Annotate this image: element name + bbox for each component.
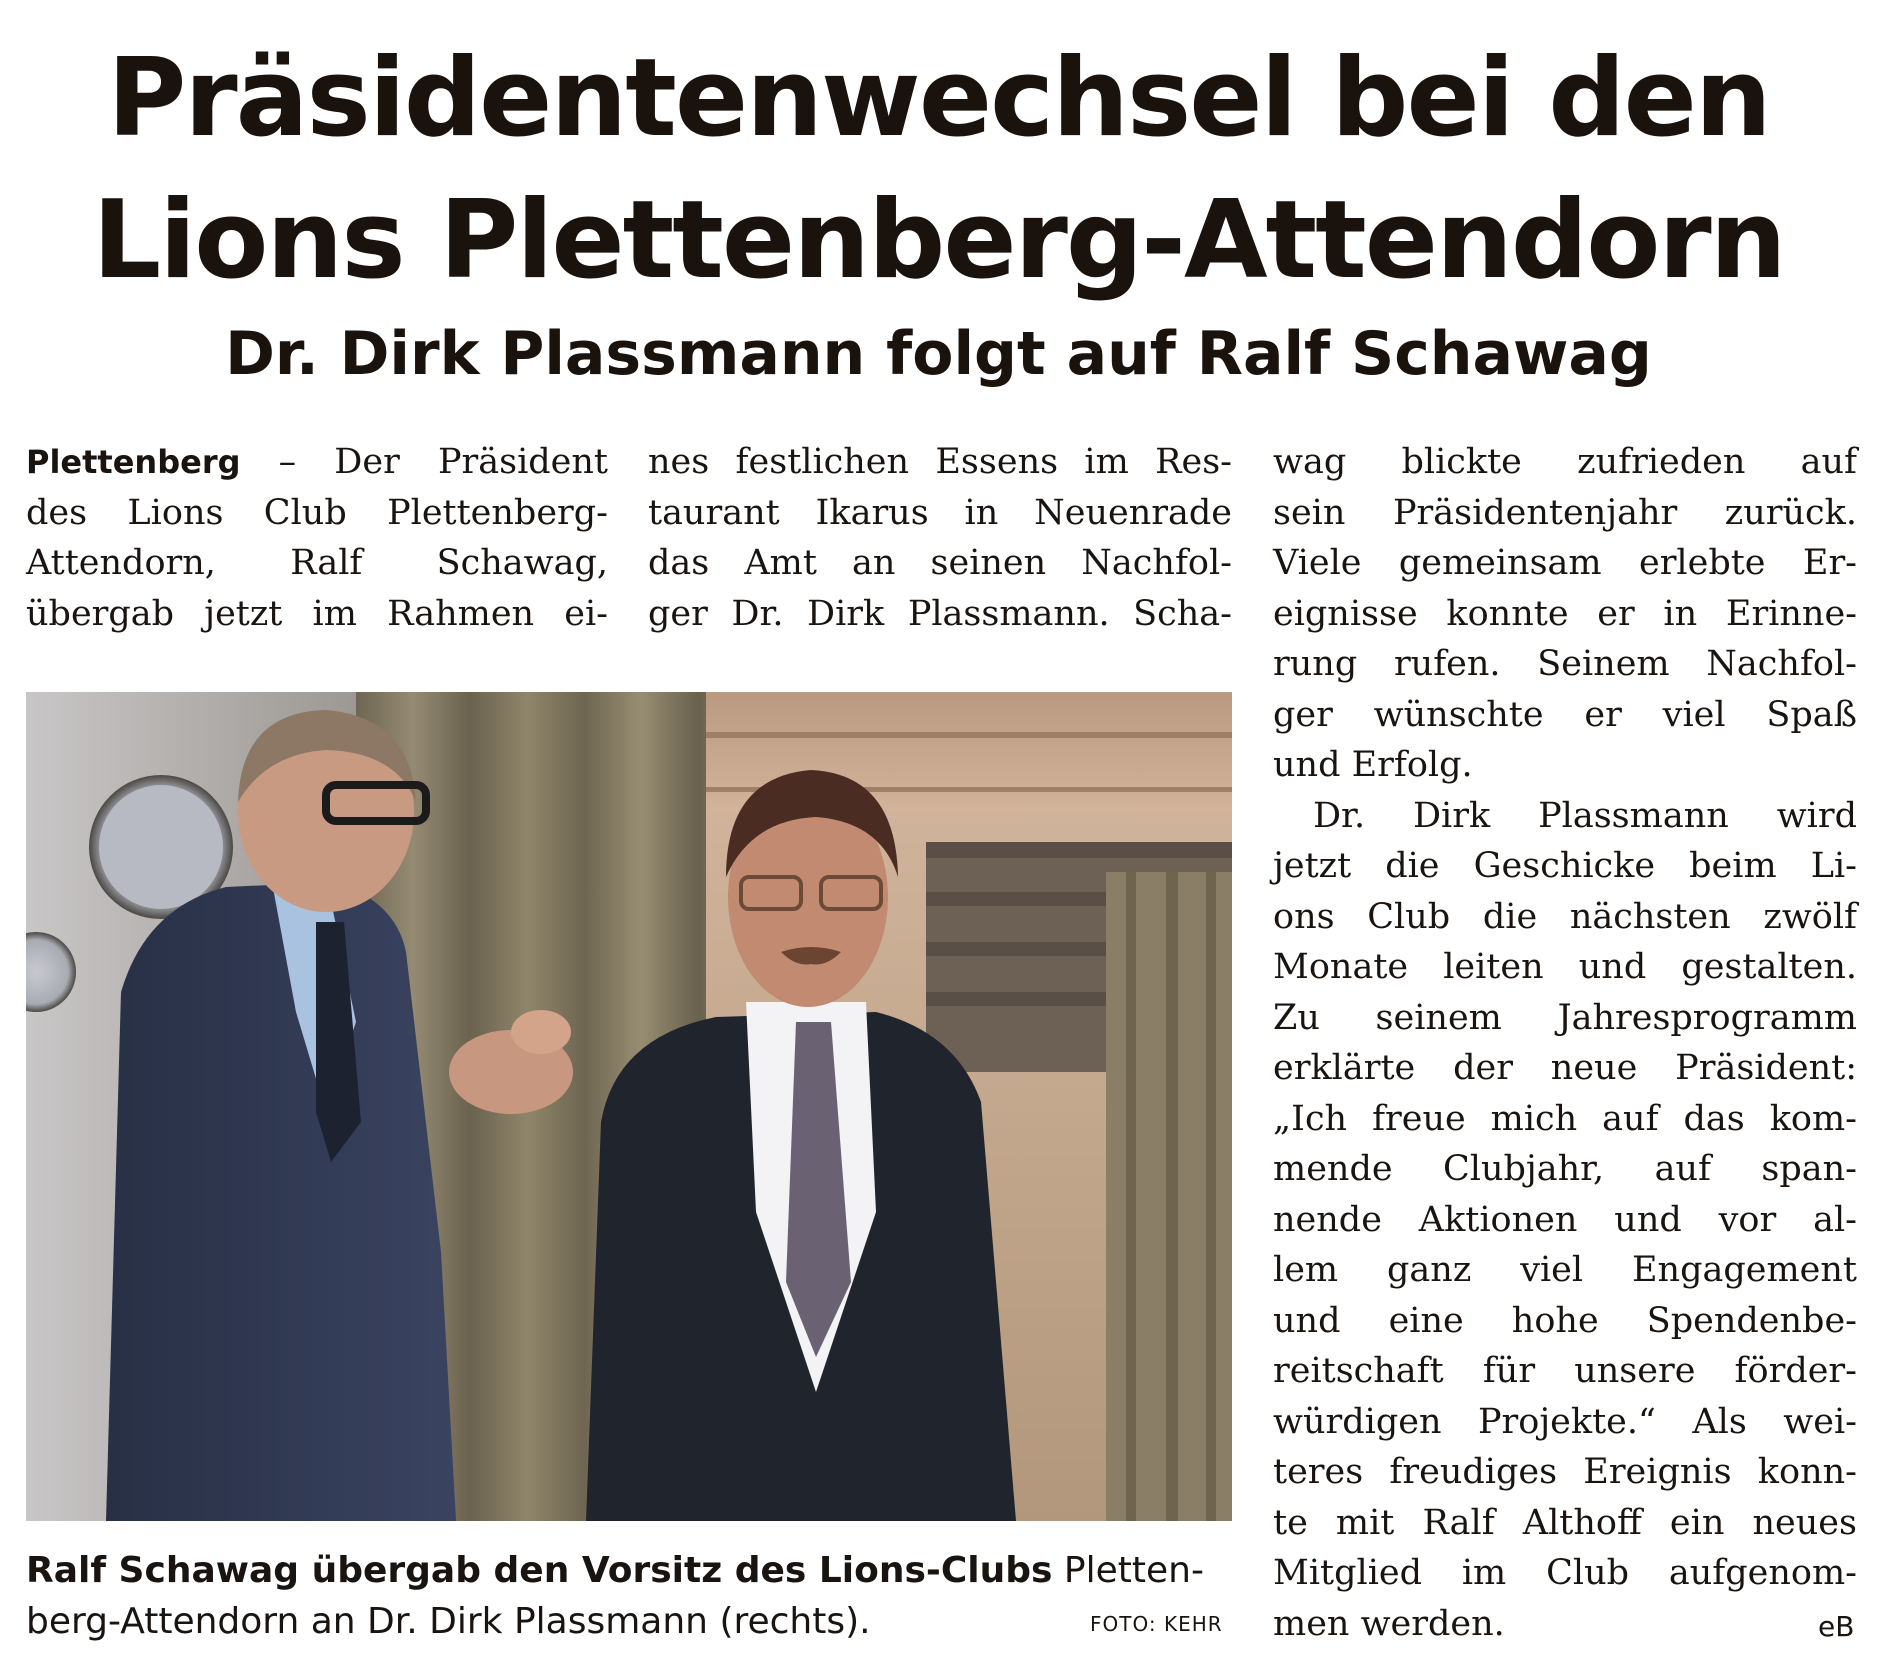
body-line: Dr. Dirk Plassmann wird bbox=[1313, 795, 1857, 836]
dateline: Plettenberg bbox=[26, 443, 241, 481]
body-line: jetzt die Geschicke beim Li- bbox=[1273, 846, 1857, 886]
body-line: teres freudiges Ereignis konn- bbox=[1273, 1452, 1857, 1492]
body-line: Plettenberg – Der Präsident bbox=[26, 442, 608, 482]
body-line: erklärte der neue Präsident: bbox=[1273, 1048, 1857, 1088]
body-line: lem ganz viel Engagement bbox=[1273, 1250, 1857, 1290]
body-line: Viele gemeinsam erlebte Er- bbox=[1273, 543, 1857, 583]
body-line: Zu seinem Jahresprogramm bbox=[1273, 997, 1857, 1038]
body-line: übergab jetzt im Rahmen ei- bbox=[26, 593, 608, 634]
body-line: eignisse konnte er in Erinne- bbox=[1273, 593, 1857, 634]
caption-bold: Ralf Schawag übergab den Vorsitz des Lions-Clubs bbox=[26, 1550, 1053, 1591]
body-line: nende Aktionen und vor al- bbox=[1273, 1199, 1857, 1240]
body-line: reitschaft für unsere förder- bbox=[1273, 1351, 1857, 1391]
body-column-3 bbox=[1273, 437, 1857, 1649]
body-line: ger Dr. Dirk Plassmann. Scha- bbox=[648, 593, 1232, 634]
body-line: sein Präsidentenjahr zurück. bbox=[1273, 492, 1857, 533]
body-line: des Lions Club Plettenberg- bbox=[26, 492, 608, 533]
author-signature: eB bbox=[1818, 1610, 1855, 1643]
headline-line-2: Lions Plettenberg-Attendorn bbox=[92, 178, 1785, 303]
body-column-1 bbox=[26, 437, 608, 639]
caption-line: berg-Attendorn an Dr. Dirk Plassmann (rechts). bbox=[26, 1601, 871, 1642]
body-line: mende Clubjahr, auf span- bbox=[1273, 1149, 1857, 1189]
photo-credit: FOTO: KEHR bbox=[1090, 1612, 1223, 1636]
body-line: wag blickte zufrieden auf bbox=[1273, 442, 1857, 482]
body-line: und eine hohe Spendenbe- bbox=[1273, 1300, 1857, 1341]
body-line: Attendorn, Ralf Schawag, bbox=[26, 543, 608, 583]
body-line: nes festlichen Essens im Res- bbox=[648, 442, 1232, 482]
body-line: würdigen Projekte.“ Als wei- bbox=[1273, 1401, 1857, 1442]
body-line: Monate leiten und gestalten. bbox=[1273, 947, 1857, 987]
body-line: und Erfolg. bbox=[1273, 745, 1473, 785]
body-line: „Ich freue mich auf das kom- bbox=[1273, 1098, 1857, 1139]
body-line: Mitglied im Club aufgenom- bbox=[1273, 1553, 1857, 1593]
body-column-2 bbox=[648, 437, 1232, 639]
body-line: ons Club die nächsten zwölf bbox=[1273, 896, 1857, 937]
body-line: das Amt an seinen Nachfol- bbox=[648, 543, 1232, 583]
photo-caption bbox=[26, 1545, 1232, 1647]
article-photo bbox=[26, 692, 1232, 1521]
caption-line: Ralf Schawag übergab den Vorsitz des Lions-Clubs Pletten- bbox=[26, 1550, 1204, 1591]
body-line: te mit Ralf Althoff ein neues bbox=[1273, 1502, 1857, 1543]
body-line: ger wünschte er viel Spaß bbox=[1273, 694, 1857, 735]
headline bbox=[0, 28, 1877, 312]
headline-line-1: Präsidentenwechsel bei den bbox=[107, 36, 1770, 161]
subheadline: Dr. Dirk Plassmann folgt auf Ralf Schawag bbox=[225, 319, 1652, 389]
body-line: taurant Ikarus in Neuenrade bbox=[648, 492, 1232, 533]
body-line: rung rufen. Seinem Nachfol- bbox=[1273, 644, 1857, 684]
body-line: men werden. bbox=[1273, 1603, 1505, 1644]
